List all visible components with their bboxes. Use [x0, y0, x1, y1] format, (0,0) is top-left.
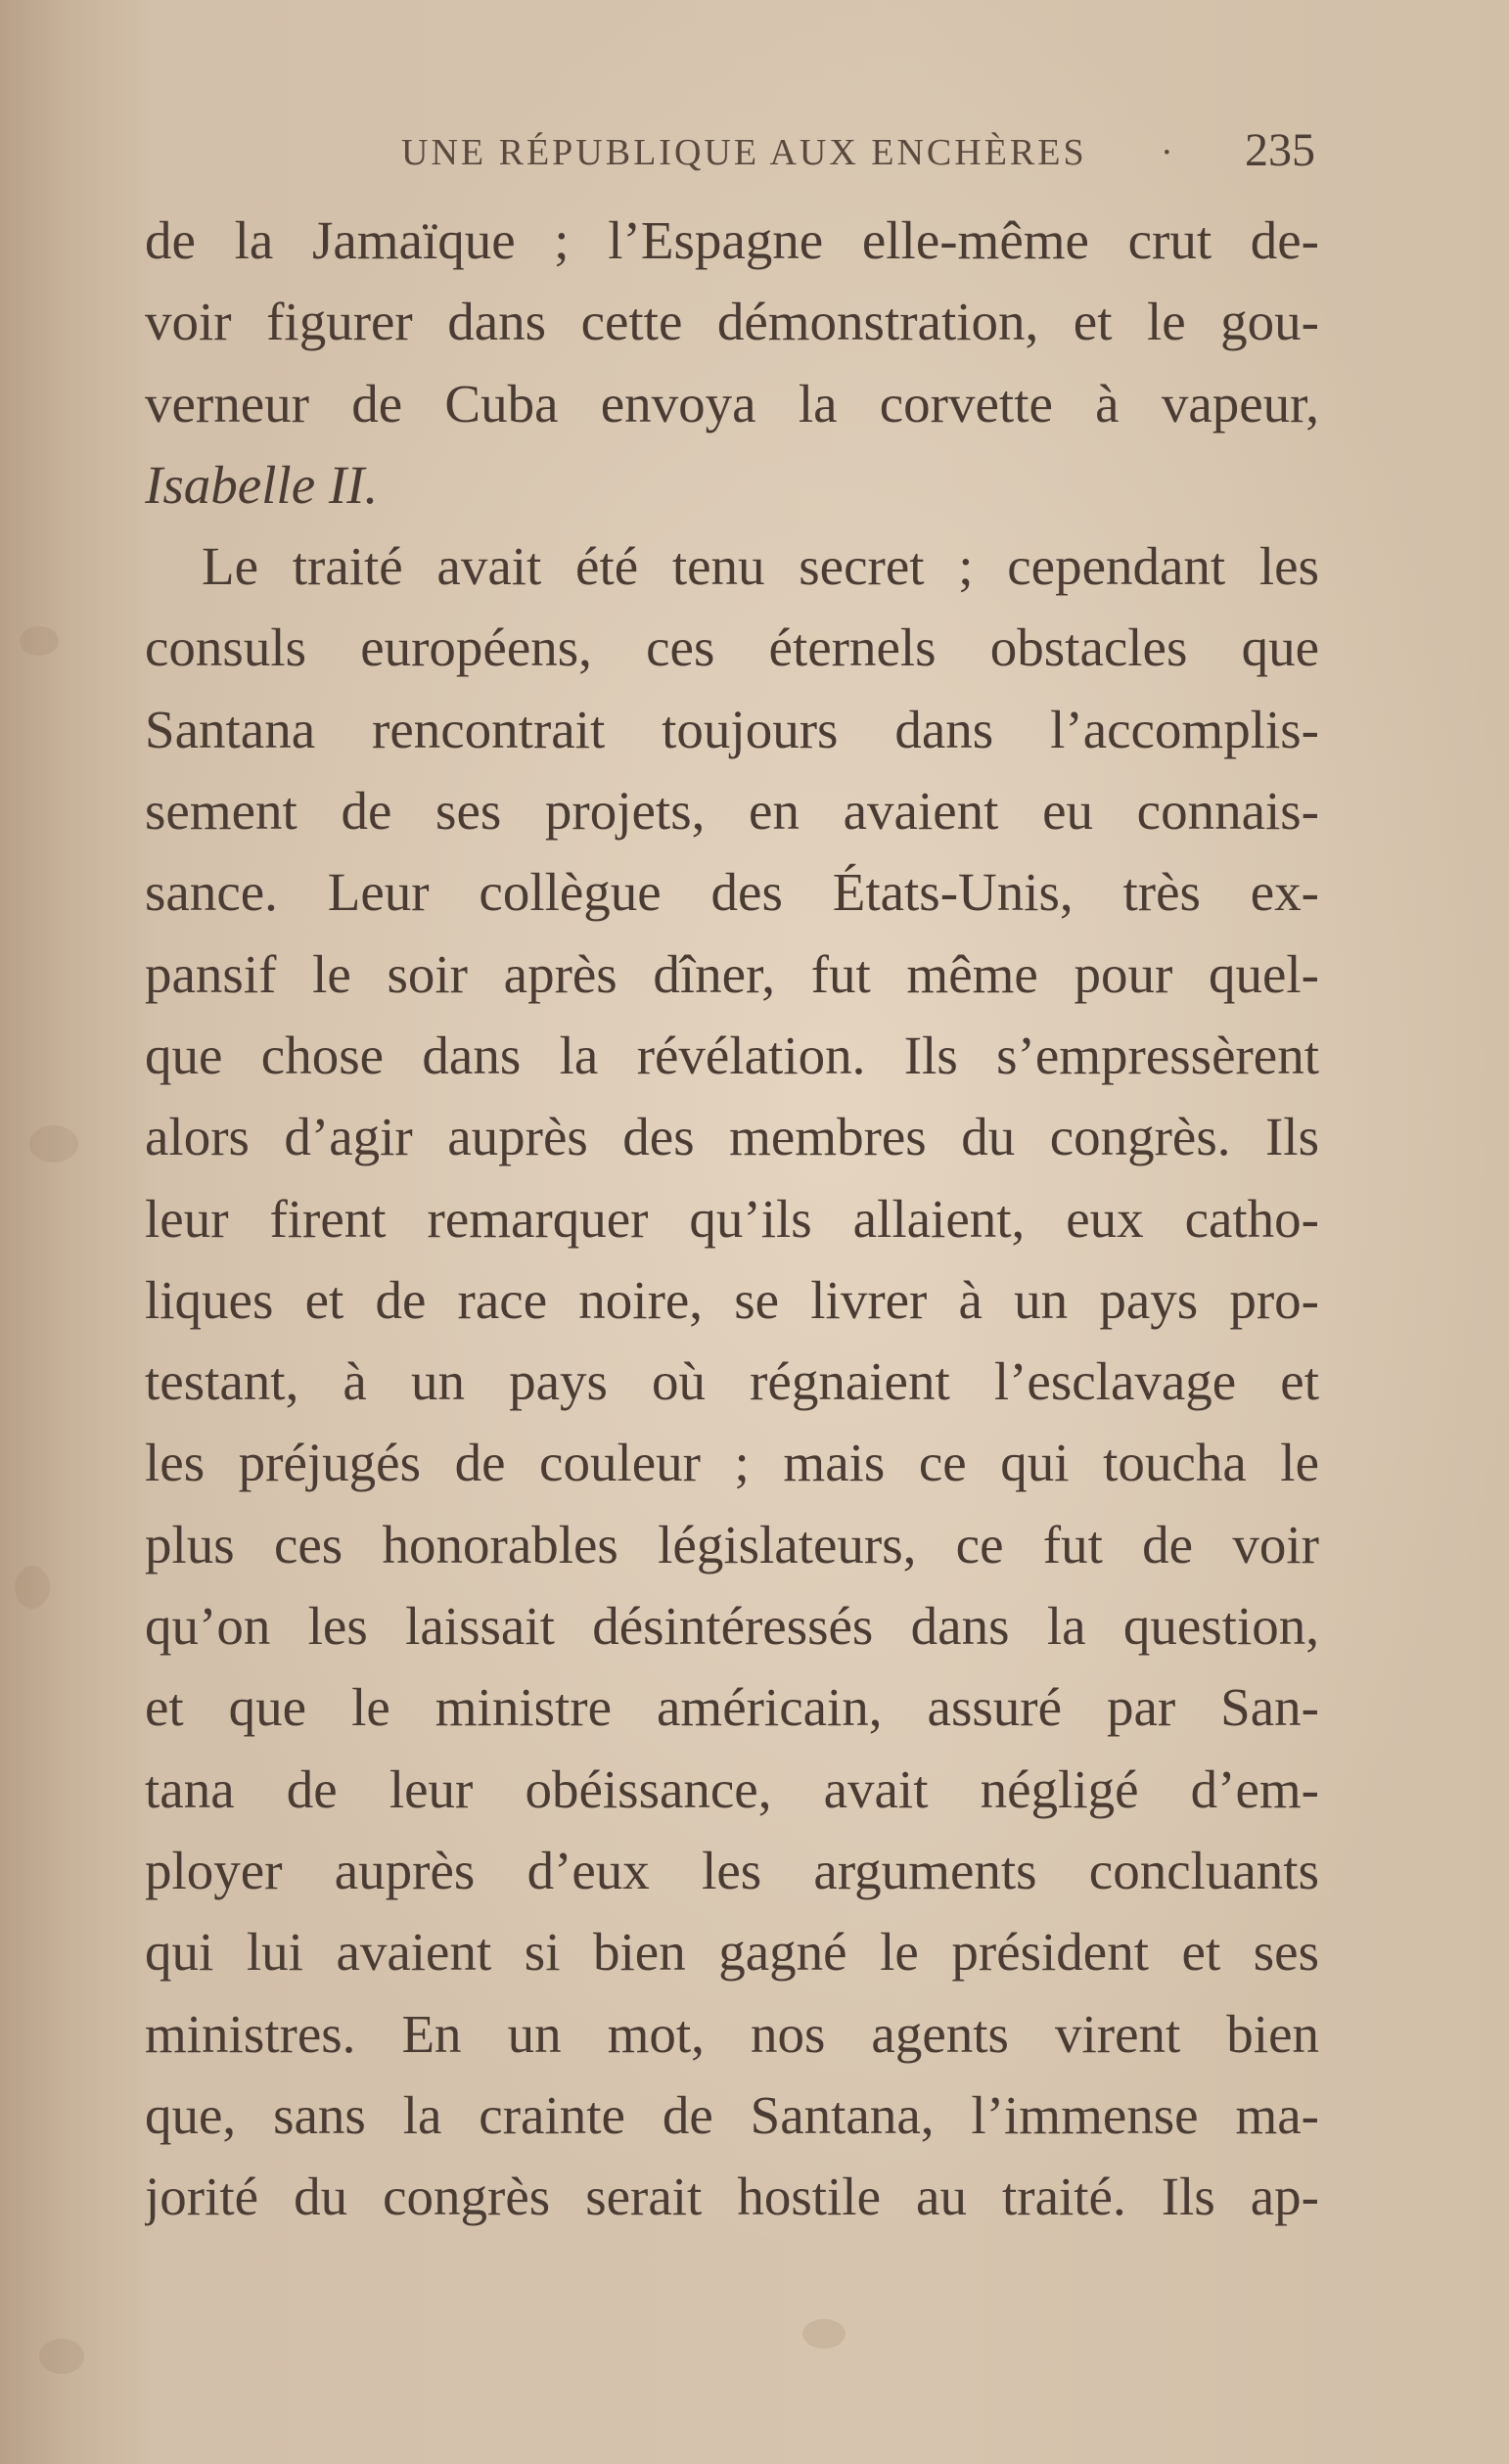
- paper-stain: [15, 1566, 50, 1609]
- running-header: [401, 123, 1321, 182]
- text-line: sance. Leur collègue des États-Unis, très ex-: [145, 862, 1319, 923]
- text-line: ployer auprès d’eux les arguments concluants: [145, 1840, 1319, 1900]
- text-line: voir figurer dans cette démonstration, et le gou-: [145, 292, 1319, 352]
- text-line: Santana rencontrait toujours dans l’accomplis-: [145, 699, 1319, 759]
- header-separator: ·: [1161, 132, 1173, 173]
- paper-stain: [802, 2319, 846, 2349]
- text-line: les préjugés de couleur ; mais ce qui toucha le: [145, 1433, 1319, 1493]
- text-line: de la Jamaïque ; l’Espagne elle-même crut de-: [145, 210, 1319, 270]
- text-line: consuls européens, ces éternels obstacles que: [145, 617, 1319, 678]
- text-line: leur firent remarquer qu’ils allaient, eux catho-: [145, 1188, 1319, 1249]
- running-title: UNE RÉPUBLIQUE AUX ENCHÈRES: [401, 132, 1087, 173]
- text-line: que chose dans la révélation. Ils s’empressèrent: [145, 1025, 1319, 1085]
- text-line: pansif le soir après dîner, fut même pour quel-: [145, 943, 1319, 1004]
- text-line: liques et de race noire, se livrer à un pays pro-: [145, 1269, 1319, 1330]
- text-line: plus ces honorables législateurs, ce fut de voir: [145, 1514, 1319, 1574]
- body-text: [145, 200, 1319, 2237]
- text-line: qu’on les laissait désintéressés dans la question,: [145, 1596, 1319, 1657]
- text-line: tana de leur obéissance, avait négligé d’em-: [145, 1758, 1319, 1819]
- text-line: que, sans la crainte de Santana, l’immense ma-: [145, 2084, 1319, 2145]
- paper-stain: [29, 1125, 78, 1163]
- page-number: 235: [1245, 124, 1315, 176]
- text-line: qui lui avaient si bien gagné le président et ses: [145, 1922, 1319, 1983]
- paper-stain: [39, 2339, 84, 2374]
- text-line: testant, à un pays où régnaient l’esclavage et: [145, 1351, 1319, 1412]
- text-line: et que le ministre américain, assuré par San-: [145, 1677, 1319, 1738]
- text-line: sement de ses projets, en avaient eu connais-: [145, 781, 1319, 842]
- text-line: ministres. En un mot, nos agents virent bien: [145, 2003, 1319, 2064]
- text-line: alors d’agir auprès des membres du congrès. Ils: [145, 1107, 1319, 1167]
- text-line: jorité du congrès serait hostile au traité. Ils ap-: [145, 2167, 1319, 2227]
- text-line: verneur de Cuba envoya la corvette à vapeur,: [145, 373, 1319, 433]
- paragraph-start: Le traité avait été tenu secret ; cependant les: [202, 536, 1319, 597]
- text-line-italic: Isabelle II.: [145, 454, 379, 515]
- paper-stain: [20, 626, 59, 656]
